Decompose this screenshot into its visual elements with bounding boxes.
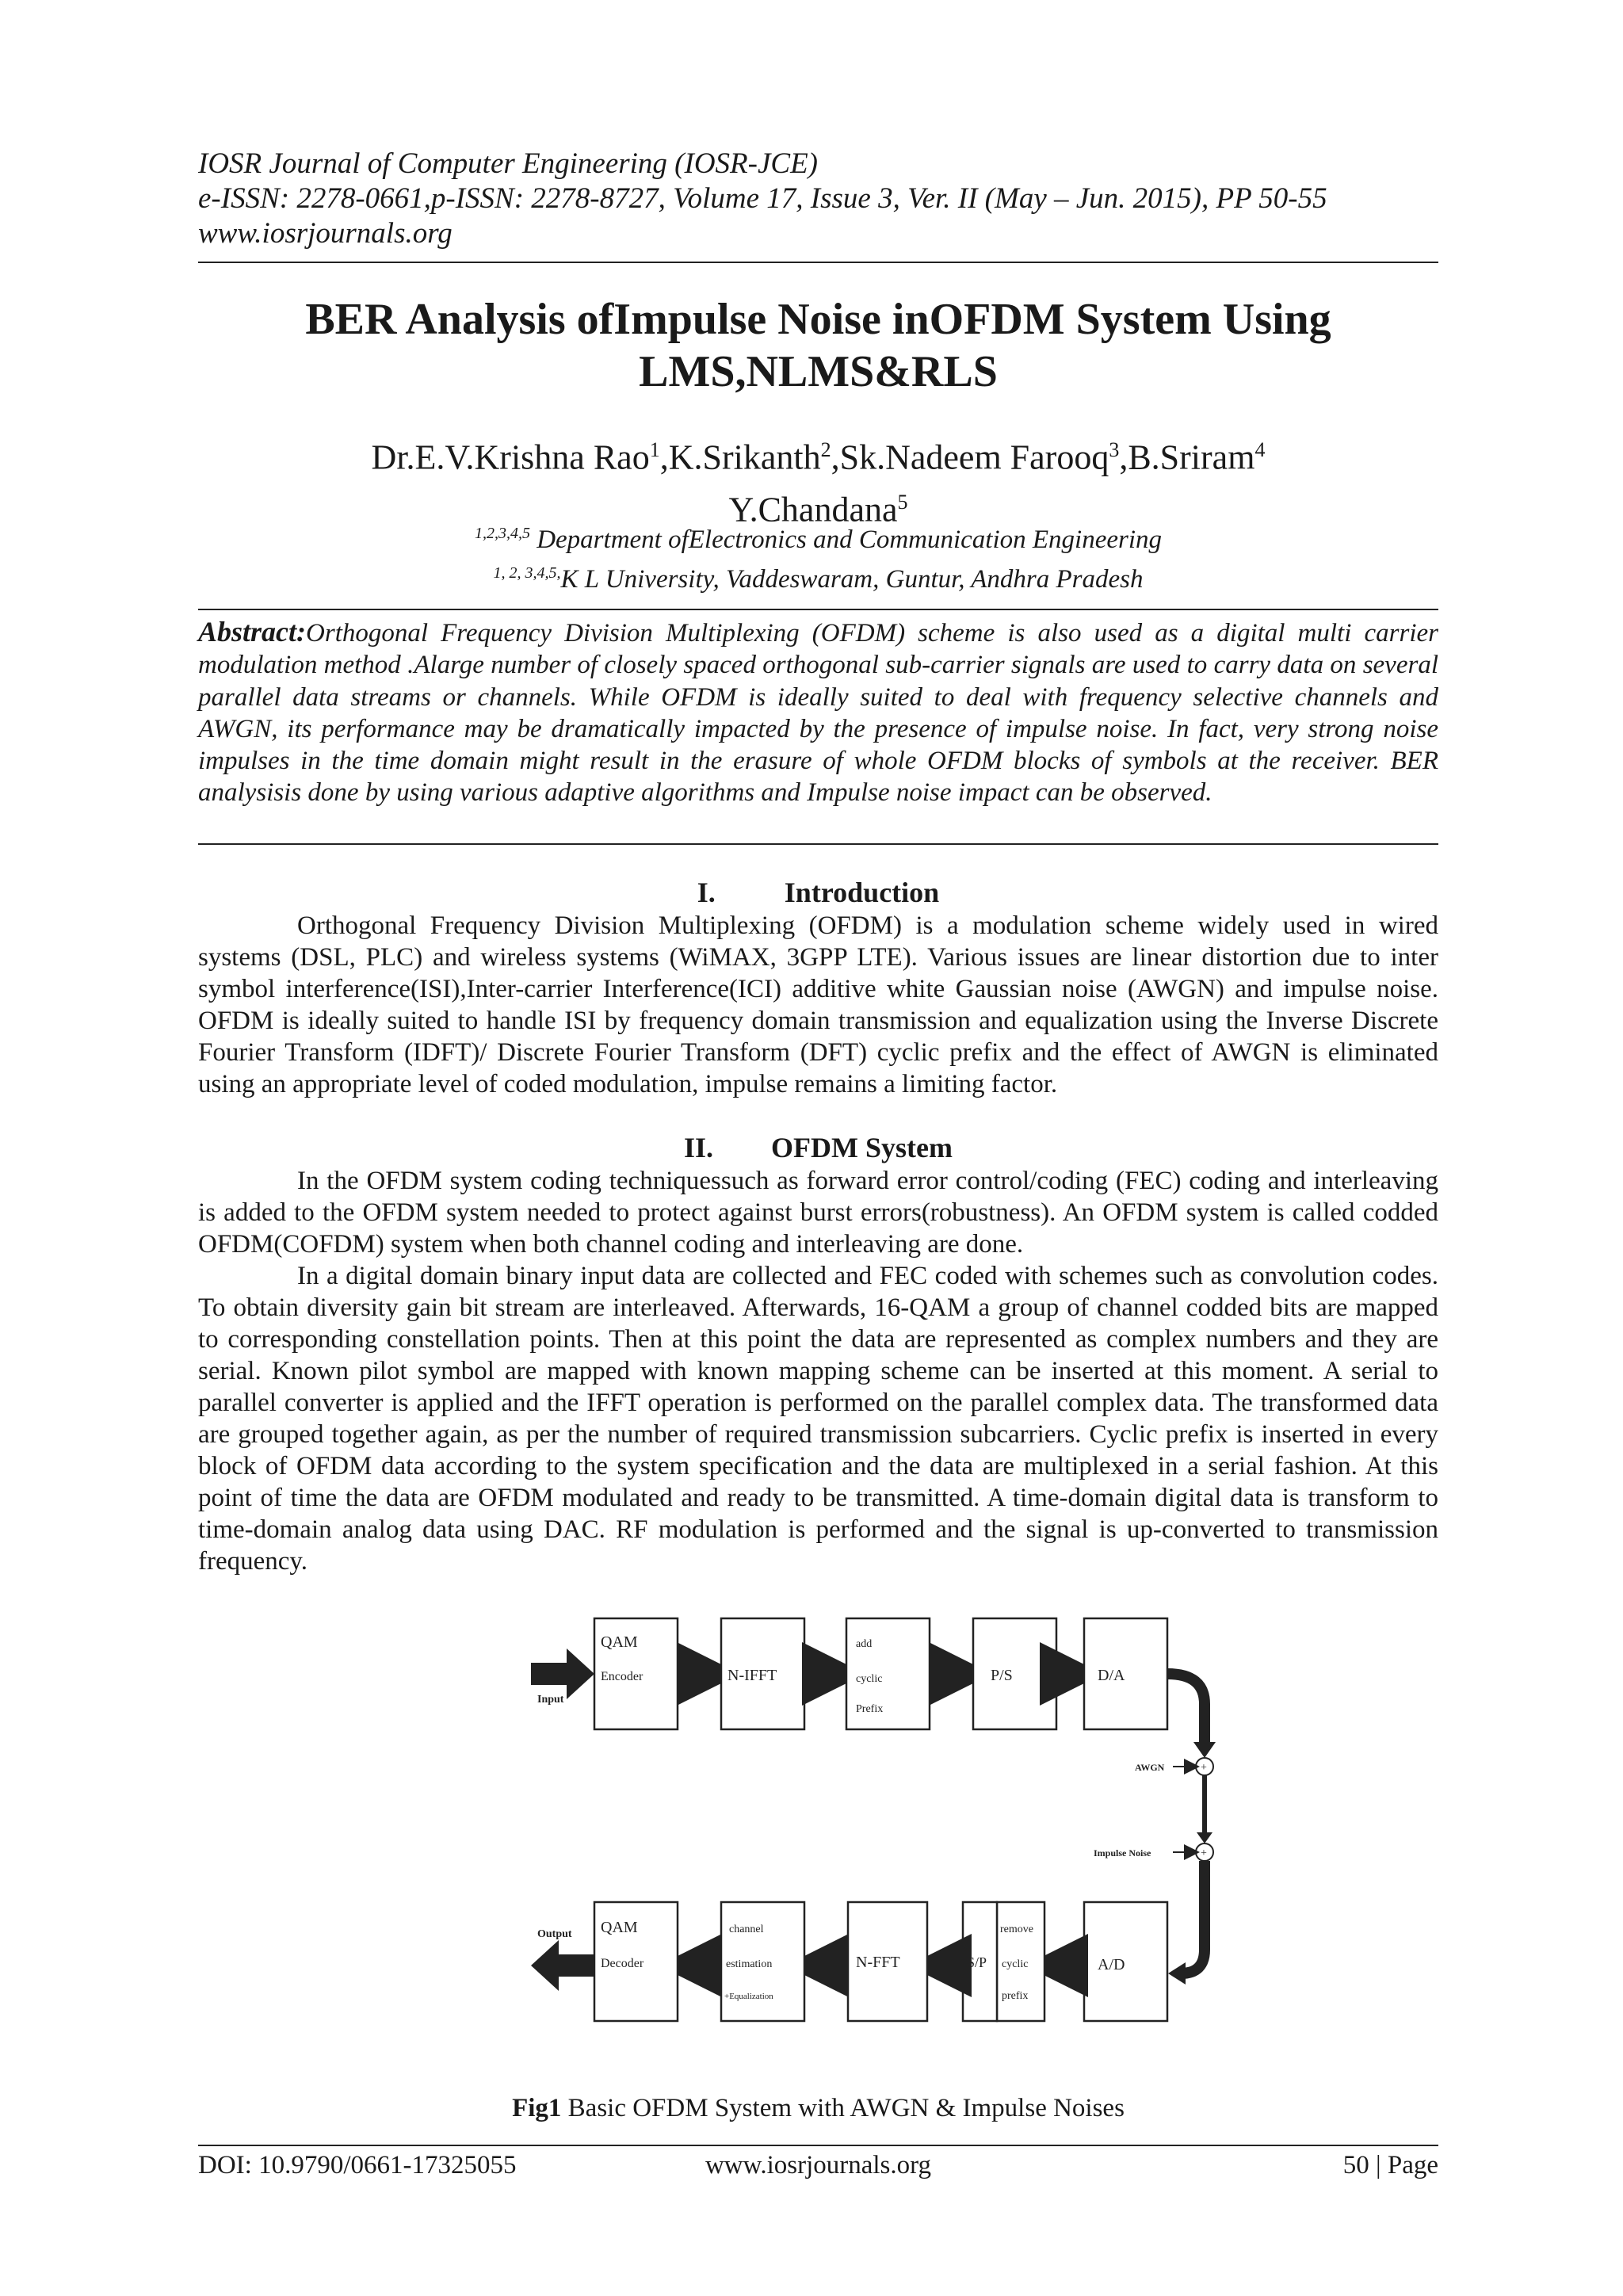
caption-label: Fig1: [512, 2094, 562, 2122]
channel-arrowhead: [1168, 1962, 1186, 1985]
ofdm-paragraph-1: [198, 1165, 1438, 1260]
figure-caption: [198, 2092, 1438, 2124]
section-heading-introduction: [198, 875, 1438, 910]
ofdm-paragraph-2: [198, 1260, 1438, 1577]
affiliation-text: Department ofElectronics and Communication Engineering: [529, 525, 1163, 554]
title-line-2: LMS,NLMS&RLS: [639, 347, 998, 396]
journal-header: [198, 147, 1438, 251]
author-name: ,B.Sriram: [1119, 437, 1255, 477]
block-p-s: [973, 1618, 1056, 1729]
block-n-ifft: [721, 1618, 804, 1729]
channel-arrowhead: [1197, 1832, 1212, 1843]
block-label: S/P: [967, 1954, 987, 1970]
author-name: Dr.E.V.Krishna Rao: [371, 437, 650, 477]
input-arrow: [531, 1648, 594, 1699]
awgn-label: AWGN: [1135, 1762, 1165, 1773]
author-superscript: 4: [1254, 438, 1266, 461]
block-label: Encoder: [601, 1670, 643, 1683]
block-qam-decoder: [594, 1902, 678, 2021]
section-heading-ofdm-system: [198, 1130, 1438, 1165]
author-name: ,Sk.Nadeem Farooq: [831, 437, 1109, 477]
footer-website[interactable]: www.iosrjournals.org: [705, 2151, 932, 2179]
author-superscript: 5: [897, 490, 908, 514]
channel-arrowhead: [1193, 1742, 1216, 1758]
block-s-p: [963, 1902, 997, 2021]
abstract-label: Abstract:: [198, 616, 307, 648]
affiliation-superscript: 1,2,3,4,5: [474, 525, 530, 542]
block-label: +Equalization: [724, 1992, 773, 2001]
abstract-top-rule: [198, 609, 1438, 610]
block-a-d: [1084, 1902, 1167, 2021]
section-number: I.: [697, 877, 716, 908]
introduction-paragraph: [198, 910, 1438, 1100]
channel-path: [1167, 1674, 1205, 1748]
page-footer: [198, 2149, 1438, 2184]
author-superscript: 1: [649, 438, 660, 461]
block-label: D/A: [1098, 1667, 1125, 1684]
header-rule: [198, 262, 1438, 263]
block-label: channel: [729, 1924, 764, 1935]
issn-line: e-ISSN: 2278-0661,p-ISSN: 2278-8727, Volume 17, Issue 3, Ver. II (May – Jun. 2015), PP 50-55: [198, 182, 1327, 215]
section-title: OFDM System: [771, 1132, 953, 1163]
output-label: Output: [537, 1928, 572, 1940]
adder-sign: +: [1201, 1847, 1207, 1859]
paper-title: [198, 293, 1438, 398]
footer-doi: DOI: 10.9790/0661-17325055: [198, 2151, 517, 2179]
block-d-a: [1084, 1618, 1167, 1729]
block-label: QAM: [601, 1633, 638, 1651]
block-n-fft: [848, 1902, 927, 2021]
paragraph-text: In a digital domain binary input data are collected and FEC coded with schemes such as convolution codes. To obtain diversity gain bit stream are interleaved. Afterwards, 16-QAM a group of channel codded bits are mapped to corresponding constellation points. Then at this point the data are represented as complex numbers and they are serial. Known pilot symbol are mapped with known mapping scheme can be inserted at this moment. A serial to parallel converter is applied and the IFFT operation is performed on the parallel complex data. The transformed data are grouped together again, as per the number of required transmission subcarriers. Cyclic prefix is inserted in every block of OFDM data according to the system specification and the data are multiplexed in a serial fashion. At this point of time the data are OFDM modulated and ready to be transmitted. A time-domain digital data is transform to time-domain analog data using DAC. RF modulation is performed and the signal is up-converted to transmission frequency.: [198, 1262, 1438, 1576]
paragraph-text: Orthogonal Frequency Division Multiplexing (OFDM) is a modulation scheme widely used in wired systems (DSL, PLC) and wireless systems (WiMAX, 3GPP LTE). Various issues are linear distortion due to inter symbol interference(ISI),Inter-carrier Interference(ICI) additive white Gaussian noise (AWGN) and impulse noise. OFDM is ideally suited to handle ISI by frequency domain transmission and equalization using the Inverse Discrete Fourier Transform (IDFT)/ Discrete Fourier Transform (DFT) cyclic prefix and the effect of AWGN is eliminated using an appropriate level of coded modulation, impulse remains a limiting factor.: [198, 911, 1438, 1098]
block-label: cyclic: [1002, 1958, 1029, 1970]
affiliation-text: K L University, Vaddeswaram, Guntur, Andhra Pradesh: [560, 565, 1144, 594]
block-label: Decoder: [601, 1957, 644, 1970]
abstract-bottom-rule: [198, 843, 1438, 845]
abstract-text: Orthogonal Frequency Division Multiplexing (OFDM) scheme is also used as a digital multi carrier modulation method .Alarge number of closely spaced orthogonal sub-carrier signals are used to carry data on several parallel data streams or channels. While OFDM is ideally suited to deal with frequency selective channels and AWGN, its performance may be dramatically impacted by the presence of impulse noise. In fact, very strong noise impulses in the time domain might result in the erasure of whole OFDM blocks of symbols at the receiver. BER analysisis done by using various adaptive algorithms and Impulse noise impact can be observed.: [198, 619, 1438, 808]
affiliation-line-2: [198, 556, 1438, 596]
title-line-1: BER Analysis ofImpulse Noise inOFDM System Using: [305, 295, 1331, 344]
input-label: Input: [537, 1694, 564, 1706]
section-number: II.: [684, 1132, 714, 1163]
block-channel-estimation: [721, 1902, 804, 2021]
abstract: [198, 616, 1438, 809]
channel-path: [1181, 1861, 1205, 1973]
output-arrow: [531, 1940, 594, 1991]
footer-page-number: 50 | Page: [1342, 2151, 1438, 2179]
block-label: cyclic: [856, 1673, 883, 1685]
author-superscript: 3: [1109, 438, 1120, 461]
block-label: remove: [1000, 1924, 1033, 1935]
block-label: N-IFFT: [727, 1667, 777, 1684]
author-superscript: 2: [820, 438, 831, 461]
journal-website[interactable]: www.iosrjournals.org: [198, 217, 453, 250]
footer-rule: [198, 2145, 1438, 2146]
affiliation-line-1: [198, 517, 1438, 556]
block-add-cyclic-prefix: [846, 1618, 930, 1729]
block-label: Prefix: [856, 1703, 884, 1715]
author-line-1: [198, 428, 1438, 480]
block-label: QAM: [601, 1919, 638, 1936]
impulse-noise-label: Impulse Noise: [1094, 1847, 1151, 1859]
adder-sign: +: [1201, 1762, 1207, 1774]
author-name: ,K.Srikanth: [659, 437, 821, 477]
section-title: Introduction: [784, 877, 940, 908]
affiliation: [198, 517, 1438, 596]
block-qam-encoder: [594, 1618, 678, 1729]
block-label: N-FFT: [856, 1954, 900, 1971]
ofdm-block-diagram: [523, 1601, 1450, 2053]
awgn-adder: [1196, 1758, 1213, 1775]
author-name: Y.Chandana: [728, 490, 898, 529]
block-remove-cyclic-prefix: [997, 1902, 1044, 2021]
block-label: prefix: [1002, 1990, 1029, 2002]
paragraph-text: In the OFDM system coding techniquessuch as forward error control/coding (FEC) coding and interleaving is added to the OFDM system needed to protect against burst errors(robustness). An OFDM system is called codded OFDM(COFDM) system when both channel coding and interleaving are done.: [198, 1167, 1438, 1259]
block-label: A/D: [1098, 1956, 1125, 1973]
impulse-noise-adder: [1196, 1843, 1213, 1861]
affiliation-superscript: 1, 2, 3,4,5,: [493, 564, 561, 582]
journal-name: IOSR Journal of Computer Engineering (IOSR-JCE): [198, 147, 818, 180]
block-label: add: [856, 1638, 873, 1650]
block-label: P/S: [991, 1667, 1013, 1684]
caption-text: Basic OFDM System with AWGN & Impulse Noises: [561, 2094, 1125, 2122]
block-label: estimation: [726, 1958, 773, 1970]
